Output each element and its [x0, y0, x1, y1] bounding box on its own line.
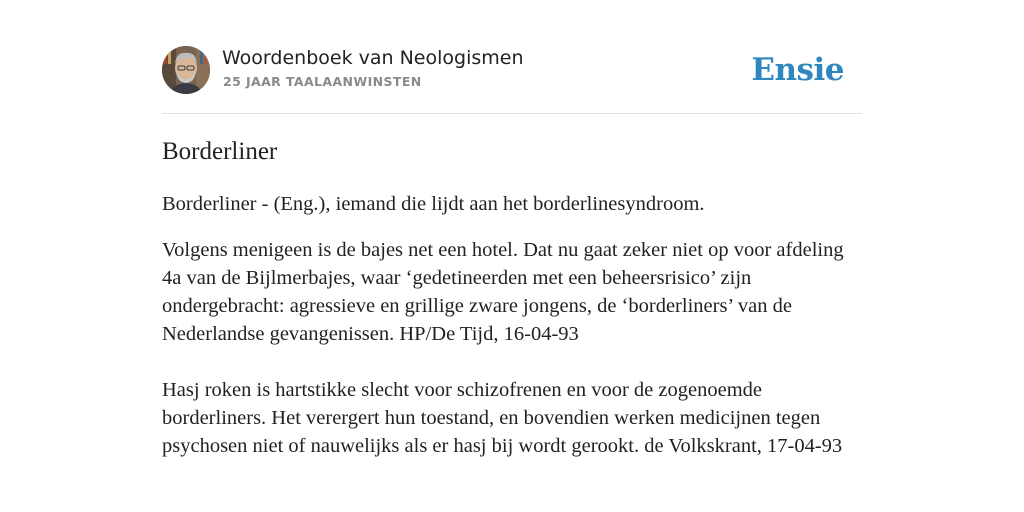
entry-quote: Volgens menigeen is de bajes net een hotel. Dat nu gaat zeker niet op voor afdeling 4a van de Bijlmerbajes, waar ‘gedetineerden met een beheersrisico’ zijn ondergebracht: agressieve en grillige zware jongens, de ‘borderliners’ van de Nederlandse gevangenissen. HP/De Tijd, 16-04-93: [162, 239, 844, 345]
avatar[interactable]: [162, 46, 210, 94]
avatar-image: [162, 46, 210, 94]
entry-title: Borderliner: [162, 138, 278, 165]
header-divider: [162, 113, 862, 114]
ensie-logo[interactable]: Ensie: [751, 52, 844, 88]
header: [162, 46, 862, 96]
dictionary-title[interactable]: Woordenboek van Neologismen: [222, 47, 524, 69]
entry-quote: Hasj roken is hartstikke slecht voor schizofrenen en voor de zogenoemde borderliners. Het verergert hun toestand, en bovendien werken medicijnen tegen psychosen niet of nauwelijks als er hasj bij wordt gerookt. de Volkskrant, 17-04-93: [162, 379, 843, 457]
entry-content: [162, 136, 862, 460]
entry-definition: Borderliner - (Eng.), iemand die lijdt aan het borderlinesyndroom.: [162, 193, 705, 215]
dictionary-subtitle: 25 JAAR TAALAANWINSTEN: [223, 74, 422, 89]
